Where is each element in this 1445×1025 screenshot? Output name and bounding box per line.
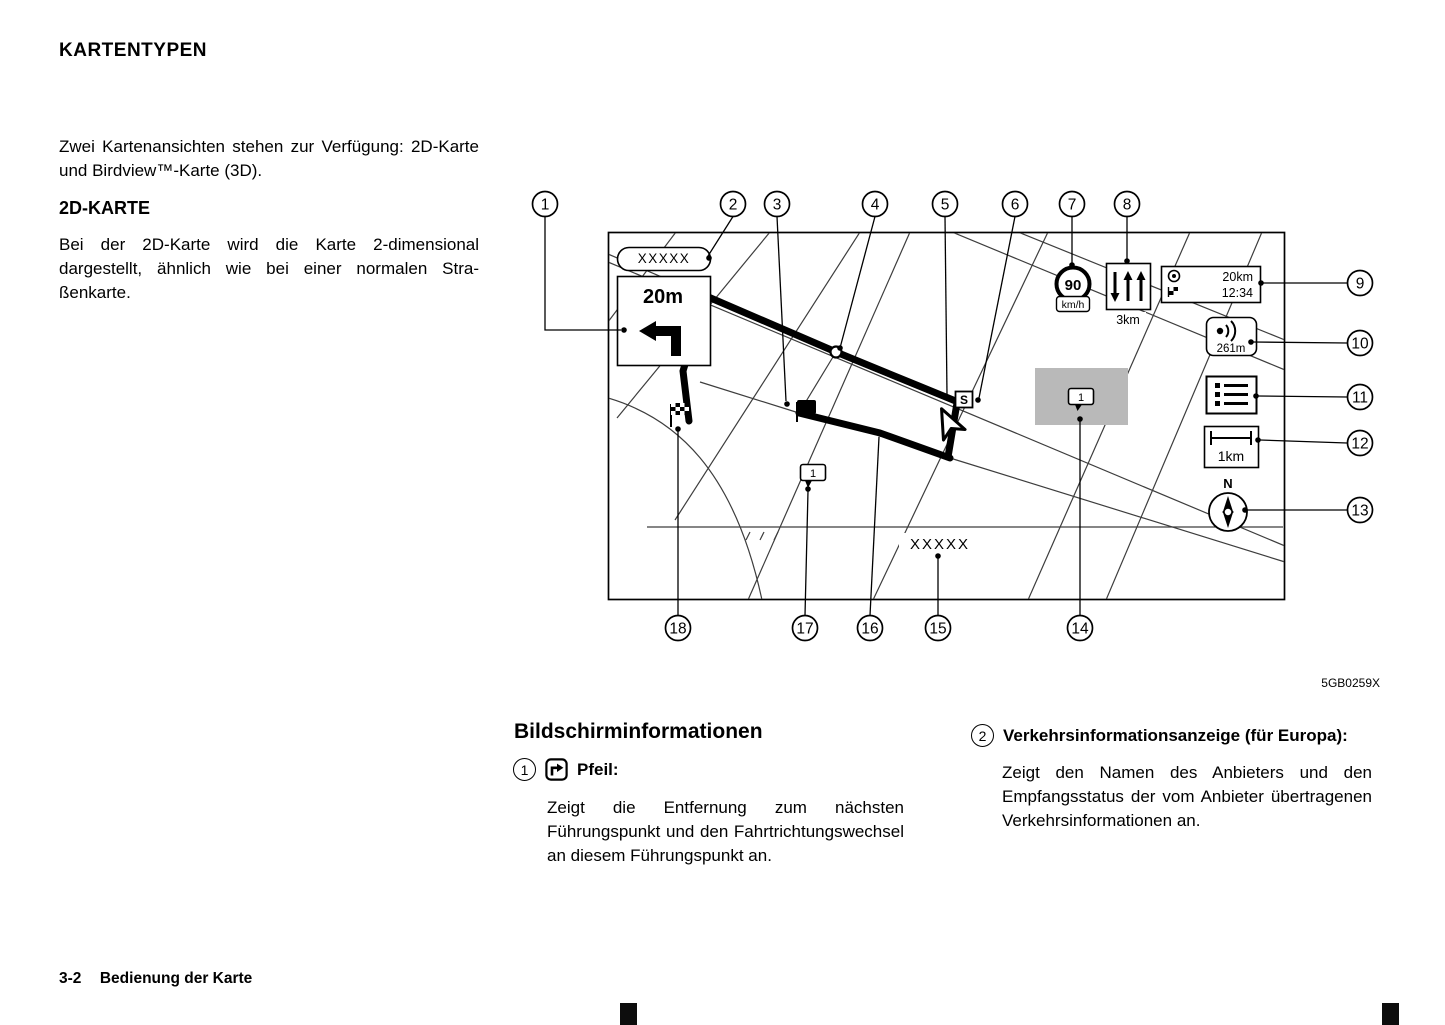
turn-guidance-box bbox=[618, 277, 711, 366]
callout-2 bbox=[721, 192, 746, 217]
chapter-title: Bedienung der Karte bbox=[99, 970, 253, 987]
callout-8 bbox=[1115, 192, 1140, 217]
svg-text:12: 12 bbox=[1351, 435, 1369, 453]
svg-text:1: 1 bbox=[540, 196, 550, 214]
callout-15 bbox=[926, 616, 951, 641]
svg-text:15: 15 bbox=[929, 620, 947, 638]
callout-5 bbox=[933, 192, 958, 217]
svg-text:261m: 261m bbox=[1216, 343, 1246, 355]
speed-limit-sign bbox=[1057, 268, 1090, 312]
callout-3 bbox=[765, 192, 790, 217]
svg-text:17: 17 bbox=[796, 620, 814, 638]
svg-text:20km: 20km bbox=[1222, 270, 1253, 284]
svg-text:5: 5 bbox=[940, 196, 950, 214]
svg-text:6: 6 bbox=[1010, 196, 1020, 214]
item-1-label: Pfeil: bbox=[577, 759, 619, 779]
svg-text:9: 9 bbox=[1355, 275, 1365, 293]
svg-text:13: 13 bbox=[1351, 502, 1369, 520]
list-icon bbox=[1215, 383, 1248, 406]
map-scale-box bbox=[1205, 427, 1259, 468]
lane-guidance-box bbox=[1107, 264, 1151, 328]
intro-paragraph: Zwei Kartenansichten stehen zur Verfügung: 2D-Karte und Birdview™-Karte (3D). bbox=[59, 137, 479, 180]
item-1-number-badge: 1 bbox=[513, 758, 536, 781]
svg-text:XXXXX: XXXXX bbox=[637, 251, 691, 266]
svg-text:4: 4 bbox=[870, 196, 880, 214]
traffic-info-box bbox=[1162, 267, 1261, 303]
current-street-name bbox=[899, 533, 981, 554]
lane-arrows-icon bbox=[1111, 271, 1146, 302]
item-2-body: Zeigt den Namen des Anbieters und den Empfangsstatus der vom Anbieter übertragenen Verkehrsinformationen an. bbox=[1002, 763, 1372, 830]
callout-16 bbox=[858, 616, 883, 641]
callout-18 bbox=[666, 616, 691, 641]
svg-text:16: 16 bbox=[861, 620, 879, 638]
start-point-marker bbox=[956, 392, 973, 408]
callout-13 bbox=[1348, 498, 1373, 523]
turn-distance: 20m bbox=[642, 286, 684, 308]
item-1-body: Zeigt die Entfernung zum nächsten Führungspunkt und den Fahrtrichtungswechsel an diesem Führungspunkt an. bbox=[547, 798, 904, 865]
svg-text:3km: 3km bbox=[1116, 313, 1140, 327]
callout-10 bbox=[1348, 331, 1373, 356]
svg-text:3: 3 bbox=[772, 196, 782, 214]
svg-text:12:34: 12:34 bbox=[1221, 286, 1253, 300]
voice-guidance-box bbox=[1207, 318, 1257, 356]
svg-text:7: 7 bbox=[1067, 196, 1077, 214]
callout-1 bbox=[533, 192, 558, 217]
info-heading: Bildschirminformationen bbox=[514, 720, 763, 743]
svg-text:1km: 1km bbox=[1217, 448, 1245, 464]
callout-14 bbox=[1068, 616, 1093, 641]
svg-text:90: 90 bbox=[1064, 277, 1082, 294]
svg-text:18: 18 bbox=[669, 620, 687, 638]
item-2-number-badge: 2 bbox=[971, 724, 994, 747]
callout-7 bbox=[1060, 192, 1085, 217]
item-2-label: Verkehrsinformationsanzeige (für Europa): bbox=[1003, 725, 1348, 745]
svg-text:1: 1 bbox=[1077, 392, 1085, 404]
street-name-box bbox=[618, 248, 711, 271]
svg-text:S: S bbox=[959, 393, 969, 407]
callout-4 bbox=[863, 192, 888, 217]
svg-text:km/h: km/h bbox=[1061, 299, 1085, 311]
callout-9 bbox=[1348, 271, 1373, 296]
page-number: 3-2 bbox=[59, 970, 82, 987]
svg-text:XXXXX: XXXXX bbox=[909, 536, 971, 553]
section-paragraph: Bei der 2D-Karte wird die Karte 2-dimensional dargestellt, ähnlich wie bei einer normalen Straßenkarte. bbox=[59, 235, 479, 302]
svg-text:10: 10 bbox=[1351, 335, 1369, 353]
menu-list-box bbox=[1207, 377, 1257, 414]
figure-code: 5GB0259X bbox=[1321, 676, 1380, 690]
svg-text:1: 1 bbox=[809, 468, 817, 480]
callout-6 bbox=[1003, 192, 1028, 217]
callout-12 bbox=[1348, 431, 1373, 456]
svg-text:8: 8 bbox=[1122, 196, 1132, 214]
svg-text:2: 2 bbox=[728, 196, 738, 214]
svg-text:11: 11 bbox=[1351, 389, 1369, 407]
svg-text:14: 14 bbox=[1071, 620, 1089, 638]
section-heading: 2D-KARTE bbox=[59, 198, 151, 218]
page-title: KARTENTYPEN bbox=[59, 40, 208, 61]
svg-text:N: N bbox=[1223, 476, 1233, 491]
svg-text:1: 1 bbox=[803, 402, 810, 414]
callout-11 bbox=[1348, 385, 1373, 410]
callout-17 bbox=[793, 616, 818, 641]
